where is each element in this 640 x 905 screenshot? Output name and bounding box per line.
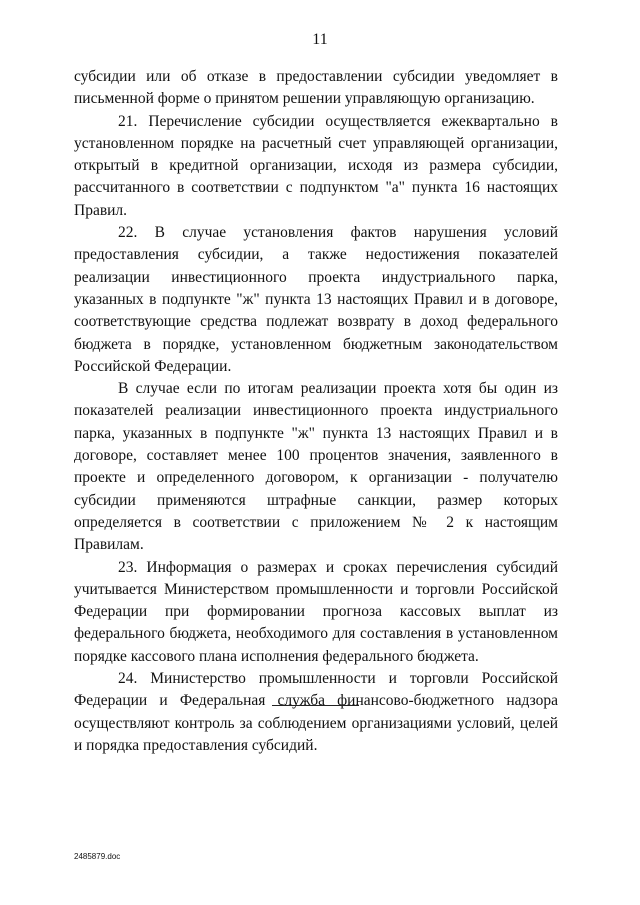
document-file-id: 2485879.doc <box>74 852 121 861</box>
document-body <box>74 66 558 757</box>
paragraph-21: 21. Перечисление субсидии осуществляется ежеквартально в установленном порядке на расчетный счет управляющей организации, открытый в кредитной организации, исходя из размера субсидии, рассчитанного в соответствии с подпунктом "а" пункта 16 настоящих Правил. <box>74 112 558 219</box>
paragraph-22-penalties: В случае если по итогам реализации проекта хотя бы один из показателей реализации инвестиционного проекта индустриального парка, указанных в подпункте "ж" пункта 13 настоящих Правил и в договоре, составляет менее 100 процентов значения, заявленного в проекте и определенного договором, к организации - получателю субсидии применяются штрафные санкции, размер которых определяется в соответствии с приложением № 2 к настоящим Правилам. <box>74 380 558 554</box>
page-number: 11 <box>312 31 328 48</box>
paragraph-22: 22. В случае установления фактов нарушения условий предоставления субсидии, а также недостижения показателей реализации инвестиционного проекта индустриального парка, указанных в подпункте "ж" пункта 13 настоящих Правил и в договоре, соответствующие средства подлежат возврату в доход федерального бюджета в порядке, установленном бюджетным законодательством Российской Федерации. <box>74 224 558 375</box>
paragraph-23: 23. Информация о размерах и сроках перечисления субсидий учитывается Министерством промышленности и торговли Российской Федерации при формировании прогноза кассовых выплат из федерального бюджета, необходимого для составления в установленном порядке кассового плана исполнения федерального бюджета. <box>74 558 558 665</box>
paragraph-continuation: субсидии или об отказе в предоставлении субсидии уведомляет в письменной форме о принятом решении управляющую организацию. <box>74 68 558 108</box>
paragraph-24: 24. Министерство промышленности и торговли Российской Федерации и Федеральная служба финансово-бюджетного надзора осуществляют контроль за соблюдением организациями условий, целей и порядка предоставления субсидий. <box>74 670 558 754</box>
end-of-document-rule <box>272 705 359 706</box>
